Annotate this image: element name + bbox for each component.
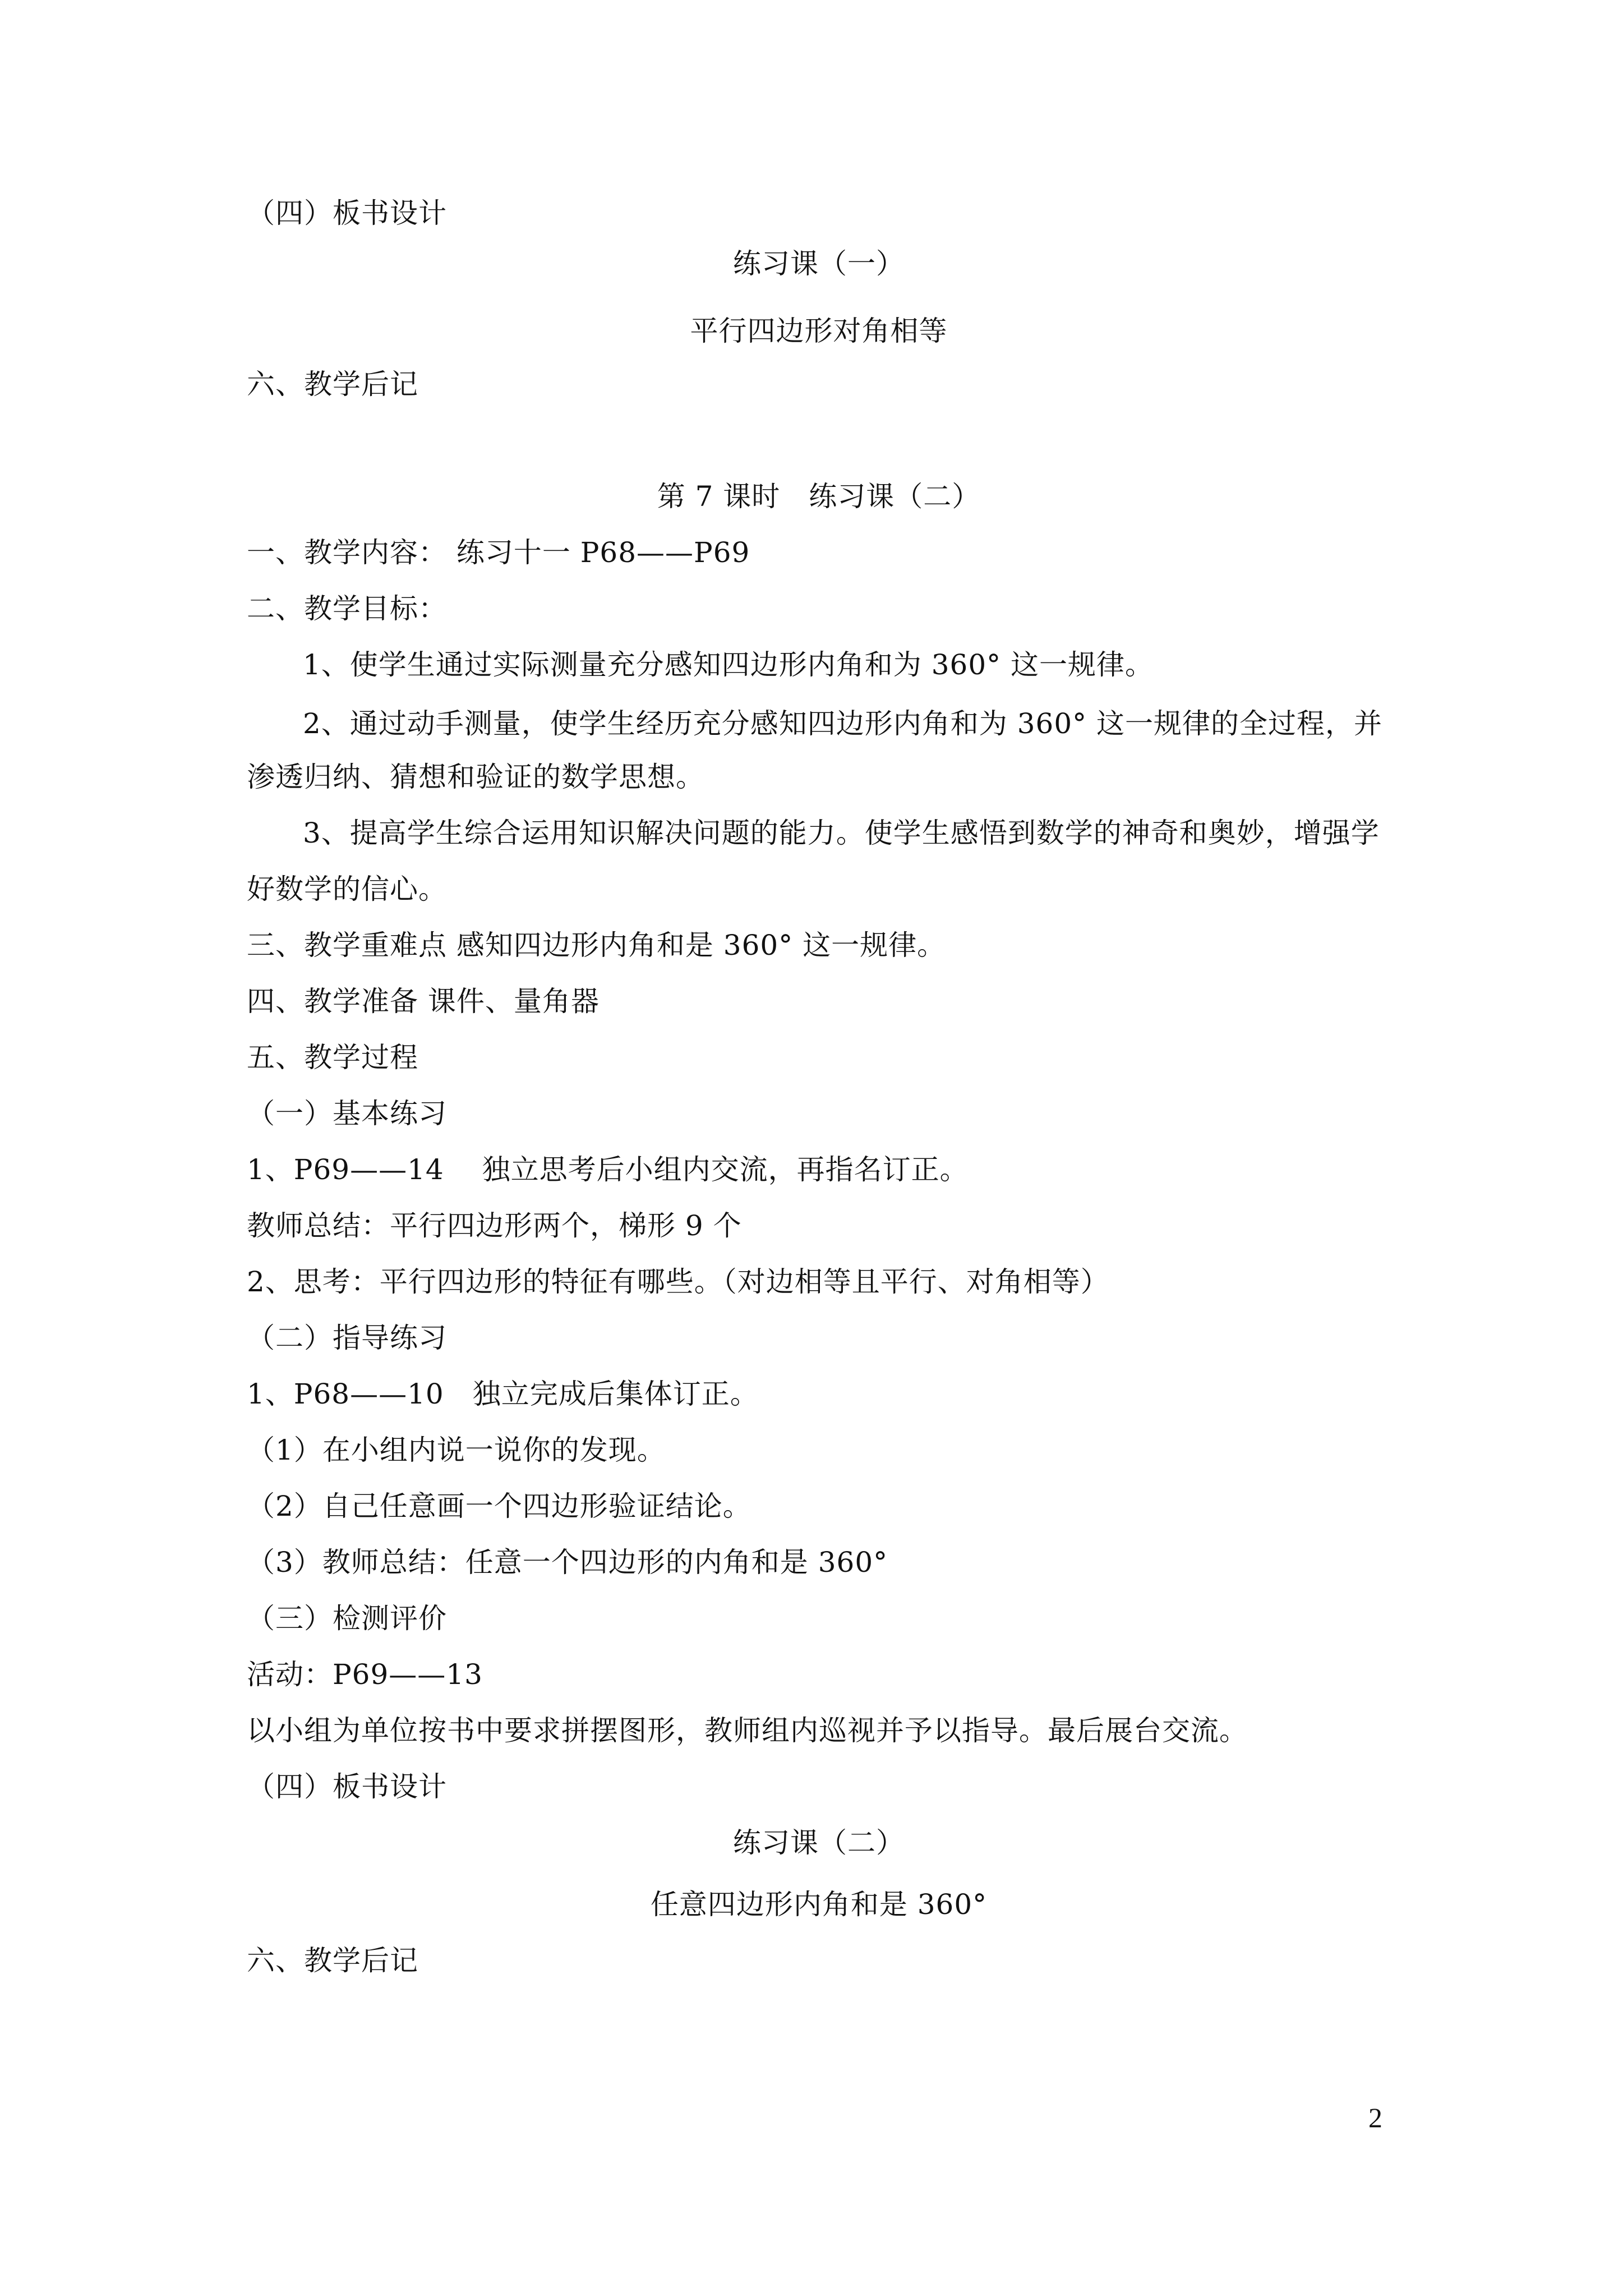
- goal-2-line-2: 渗透归纳、猜想和验证的数学思想。: [247, 761, 704, 793]
- teaching-content: 一、教学内容： 练习十一 P68——P69: [247, 536, 750, 569]
- guided-practice-1: 1、P68——10 独立完成后集体订正。: [247, 1378, 759, 1410]
- board-design-heading-2: （四）板书设计: [247, 1770, 447, 1803]
- postscript-heading-2: 六、教学后记: [247, 1944, 418, 1977]
- process-heading: 五、教学过程: [247, 1041, 418, 1074]
- guided-practice-1b: （2）自己任意画一个四边形验证结论。: [247, 1490, 751, 1522]
- goal-2-line-1: 2、通过动手测量，使学生经历充分感知四边形内角和为 360° 这一规律的全过程，并: [303, 707, 1383, 740]
- basic-practice-1: 1、P69——14 独立思考后小组内交流，再指名订正。: [247, 1153, 969, 1186]
- page-number: 2: [1368, 2102, 1382, 2133]
- guided-practice-heading: （二）指导练习: [247, 1322, 447, 1354]
- activity-description: 以小组为单位按书中要求拼摆图形，教师组内巡视并予以指导。最后展台交流。: [247, 1714, 1248, 1747]
- board-design-heading: （四）板书设计: [247, 197, 447, 229]
- goal-3-line-1: 3、提高学生综合运用知识解决问题的能力。使学生感悟到数学的神奇和奥妙，增强学: [303, 817, 1380, 849]
- basic-summary: 教师总结：平行四边形两个，梯形 9 个: [247, 1209, 742, 1242]
- board-subtitle-2: 任意四边形内角和是 360°: [650, 1888, 988, 1921]
- preparation: 四、教学准备 课件、量角器: [247, 985, 600, 1018]
- assessment-heading: （三）检测评价: [247, 1602, 447, 1635]
- basic-practice-heading: （一）基本练习: [247, 1097, 447, 1130]
- activity: 活动：P69——13: [247, 1658, 483, 1691]
- lesson-title: 第 7 课时 练习课（二）: [657, 480, 981, 513]
- guided-practice-1a: （1）在小组内说一说你的发现。: [247, 1434, 666, 1466]
- postscript-heading: 六、教学后记: [247, 368, 418, 401]
- guided-practice-1c: （3）教师总结：任意一个四边形的内角和是 360°: [247, 1546, 888, 1579]
- goal-3-line-2: 好数学的信心。: [247, 873, 447, 905]
- key-points: 三、教学重难点 感知四边形内角和是 360° 这一规律。: [247, 929, 946, 961]
- goal-1: 1、使学生通过实际测量充分感知四边形内角和为 360° 这一规律。: [303, 648, 1154, 681]
- goals-heading: 二、教学目标：: [247, 592, 447, 625]
- basic-practice-2: 2、思考：平行四边形的特征有哪些。（对边相等且平行、对角相等）: [247, 1266, 1109, 1298]
- board-subtitle: 平行四边形对角相等: [690, 315, 948, 347]
- board-title-2: 练习课（二）: [733, 1826, 905, 1859]
- board-title: 练习课（一）: [733, 247, 905, 280]
